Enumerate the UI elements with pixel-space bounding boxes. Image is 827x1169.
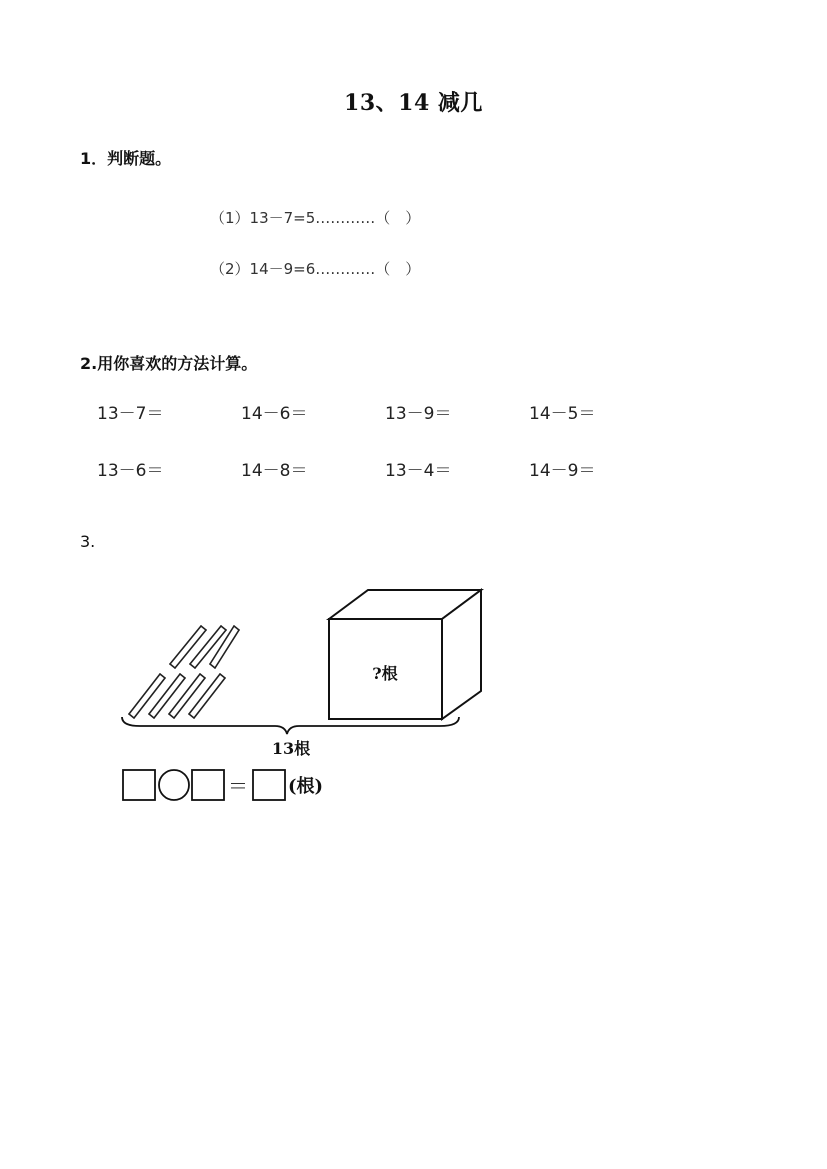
equals-sign: ＝	[228, 774, 248, 798]
judge-item-2: （2）14－9=6…………（ ）	[210, 260, 421, 278]
calc-problem: 13－7＝	[97, 404, 164, 424]
unit-label: (根)	[288, 776, 324, 797]
calc-problem: 14－8＝	[241, 461, 308, 481]
calc-problem: 13－4＝	[385, 461, 452, 481]
page-title: 13、14 减几	[344, 90, 483, 116]
box-label: ?根	[372, 664, 398, 683]
sticks-box-figure	[110, 580, 510, 810]
question-1-heading: 1．判断题。	[80, 149, 172, 168]
calc-problem: 13－9＝	[385, 404, 452, 424]
stick-bundle	[129, 626, 239, 718]
calc-problem: 14－6＝	[241, 404, 308, 424]
operator-circle[interactable]	[159, 770, 189, 800]
answer-box[interactable]	[253, 770, 285, 800]
total-label: 13根	[271, 739, 311, 758]
calc-problem: 14－9＝	[529, 461, 596, 481]
calc-problem: 14－5＝	[529, 404, 596, 424]
question-3-heading: 3.	[80, 532, 96, 551]
calc-problem: 13－6＝	[97, 461, 164, 481]
answer-box[interactable]	[123, 770, 155, 800]
answer-box[interactable]	[192, 770, 224, 800]
judge-item-1: （1）13－7=5…………（ ）	[210, 209, 421, 227]
question-2-heading: 2.用你喜欢的方法计算。	[80, 354, 258, 373]
box	[329, 590, 481, 719]
